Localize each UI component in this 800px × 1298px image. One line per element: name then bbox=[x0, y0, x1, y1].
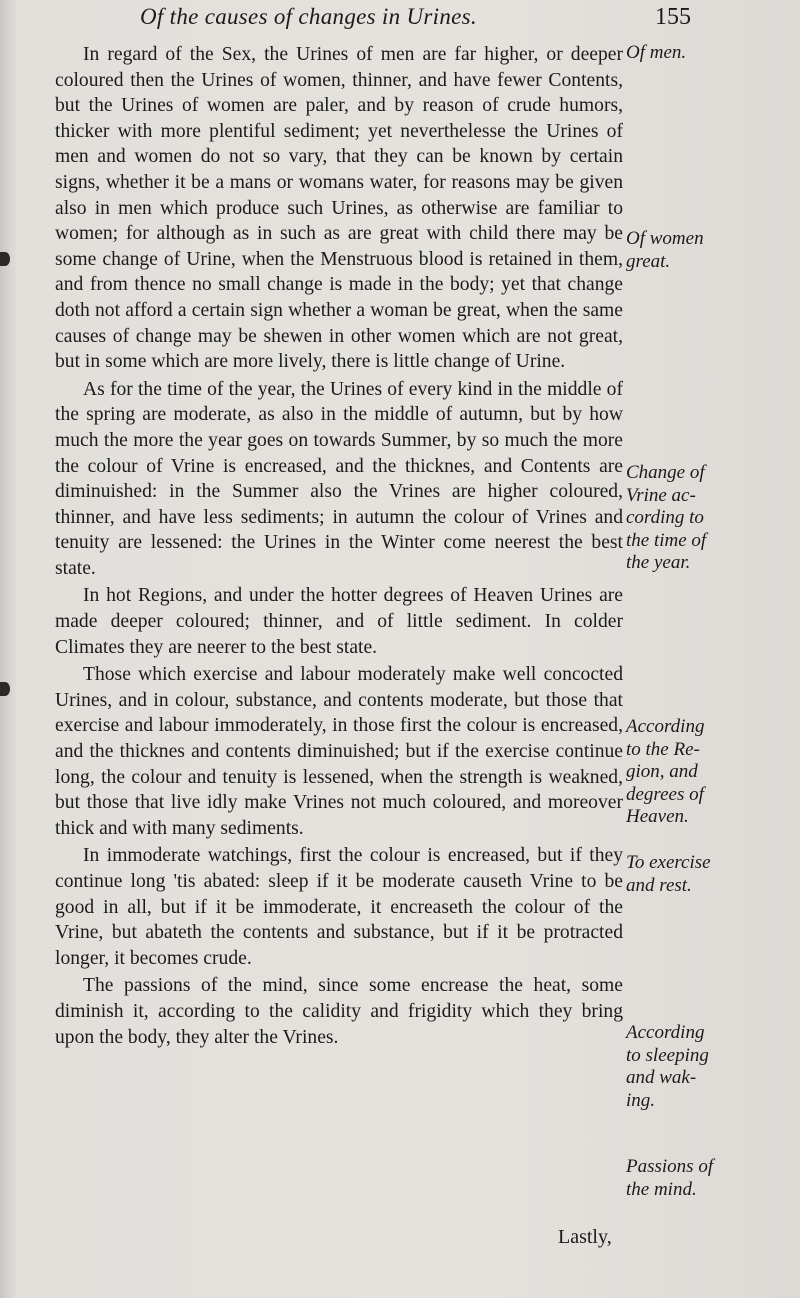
paragraph-sleep: In immoderate watchings, first the colour is encreased, but if they continue long 'tis abated: sleep if it be moderate causeth Vrine to be good in all, but if it be immoderate, it encreaseth the colour of the Vrine, but abateth the contents and substance, but if it be protracted longer, it becomes crude. bbox=[55, 845, 623, 969]
margin-note-men: Of men. bbox=[626, 42, 687, 63]
binding-hole-mark bbox=[0, 252, 10, 266]
paragraph-passions: The passions of the mind, since some encrease the heat, some diminish it, according to the calidity and frigidity which they bring upon the body, they alter the Vrines. bbox=[55, 975, 623, 1048]
running-title: Of the causes of changes in Urines. bbox=[140, 4, 477, 29]
binding-hole-mark bbox=[0, 682, 10, 696]
paragraph-exercise: Those which exercise and labour moderately make well concocted Urines, and in colour, substance, and contents moderate, but those that exercise and labour immoderately, in those first the colour is encreased, and the thicknes and contents diminuished; but if the exercise continue long, the colour and tenuity is lessened, when the strength is weakned, but those that live idly make Vrines not much coloured, and moreover thick and with many sediments. bbox=[55, 664, 623, 839]
margin-note-passions: Passions of the mind. bbox=[626, 1156, 714, 1200]
margin-note-women-great: Of women great. bbox=[626, 228, 704, 272]
margin-note-sleeping: According to sleeping and wak- ing. bbox=[626, 1022, 709, 1111]
margin-note-region: According to the Re- gion, and degrees of Heaven. bbox=[626, 716, 705, 827]
margin-note-time-of-year: Change of Vrine ac- cording to the time of the year. bbox=[626, 462, 707, 573]
paragraph-region: In hot Regions, and under the hotter degrees of Heaven Urines are made deeper coloured; thinner, and of little sediment. In colder Climates they are neerer to the best state. bbox=[55, 585, 623, 658]
paragraph-sex: In regard of the Sex, the Urines of men are far higher, or deeper coloured then the Urines of women, thinner, and have fewer Contents, but the Urines of women are paler, and by reason of crude humors, thicker with more plentiful sediment; yet neverthelesse the Urines of men and women do not so vary, that they can be known by certain signs, whether it be a mans or womans water, for reasons may be given also in men which produce such Urines, as otherwise are familiar to women; for although as in such as are great with child there may be some change of Urine, when the Menstruous blood is retained in them, and from thence no small change is made in the body; yet that change doth not afford a certain sign whether a woman be great, when the same causes of change may be shewen in other women which are not great, but in some which are more lively, there is little change of Urine. bbox=[55, 44, 623, 373]
page-number: 155 bbox=[655, 4, 691, 30]
paragraph-season: As for the time of the year, the Urines of every kind in the middle of the spring are moderate, as also in the middle of autumn, but by how much the more the year goes on towards Summer, by so much the more the colour of Vrine is encreased, and the thicknes, and Contents are diminuished: in the Summer also the Vrines are higher coloured, thinner, and have less sediments; in autumn the colour of Vrines and tenuity are lessened: the Urines in the Winter come neerest the best state. bbox=[55, 378, 623, 579]
margin-note-exercise: To exercise and rest. bbox=[626, 852, 711, 896]
body-text bbox=[55, 42, 623, 1050]
catchword: Lastly, bbox=[558, 1226, 612, 1248]
